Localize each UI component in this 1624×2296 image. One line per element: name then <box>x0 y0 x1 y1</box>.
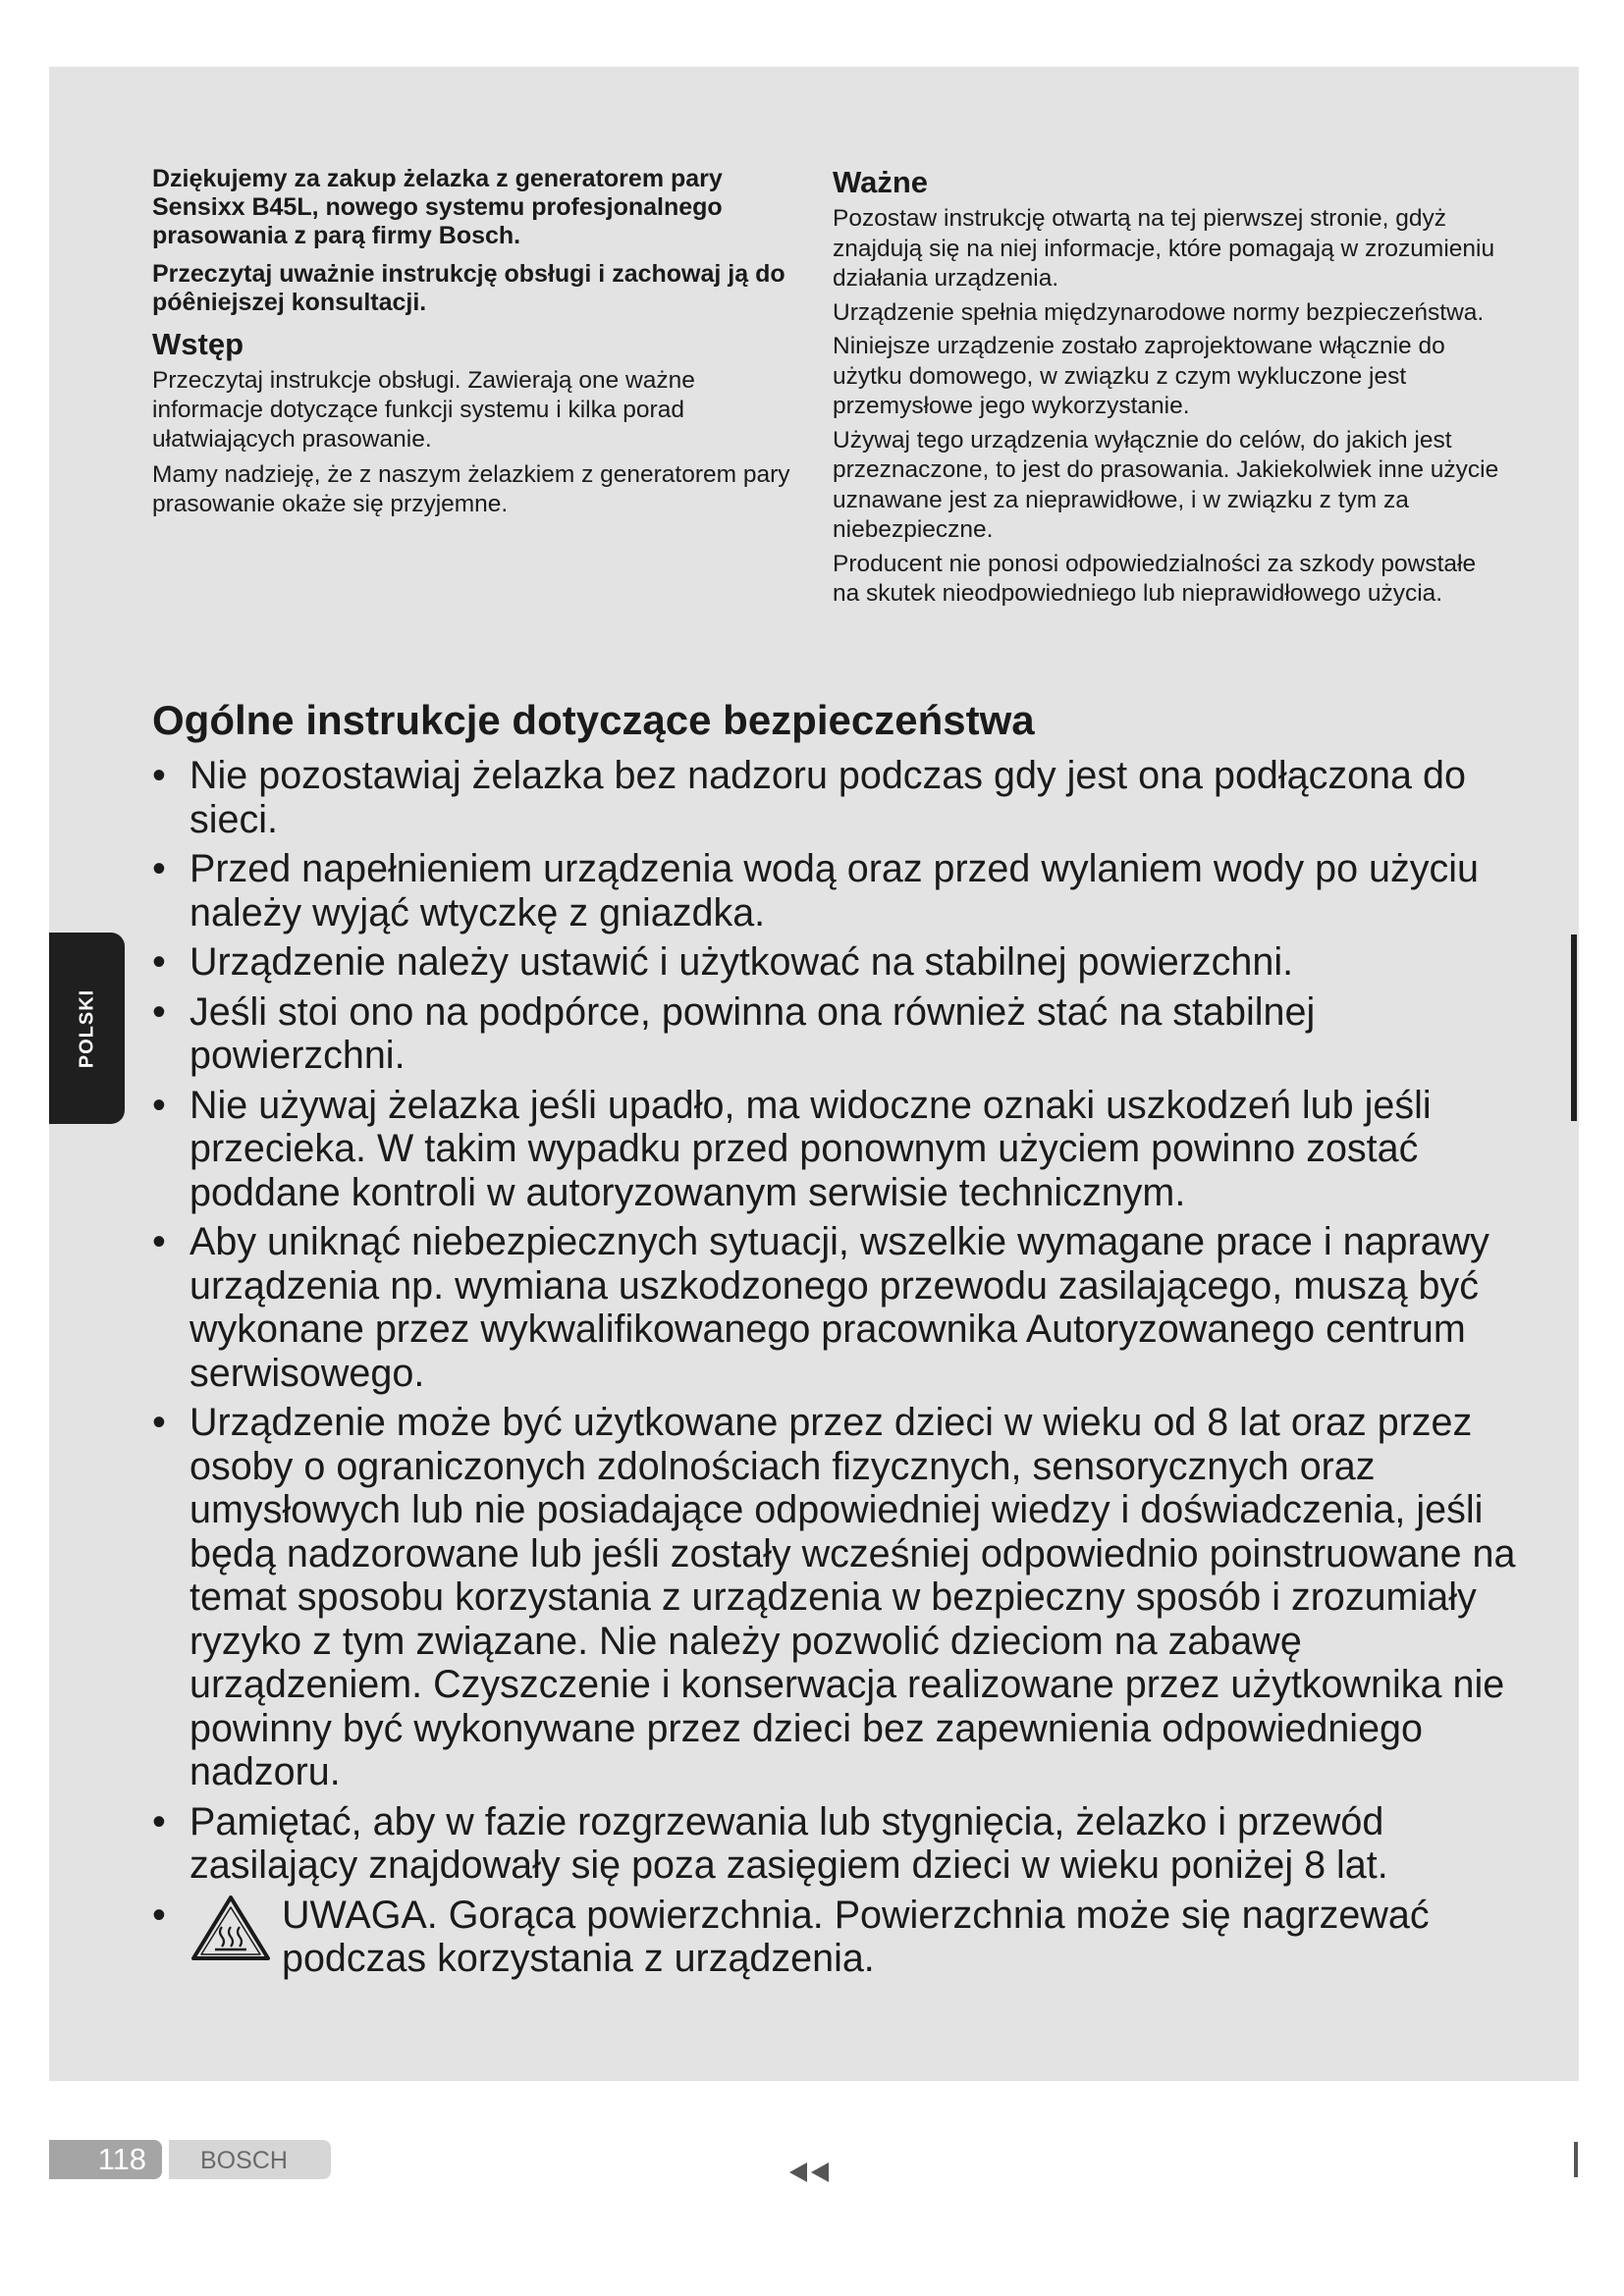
bullet-dot: • <box>152 989 166 1034</box>
safety-item <box>152 1401 1517 1794</box>
double-left-arrow-icon[interactable] <box>787 2160 833 2185</box>
safety-item <box>152 940 1517 985</box>
intro-thanks: Dziękujemy za zakup żelazka z generatorem pary Sensixx B45L, nowego systemu profesjonalnego prasowania z parą firmy Bosch. <box>152 165 723 249</box>
safety-item-text: Urządzenie należy ustawić i użytkować na stabilnej powierzchni. <box>189 940 1294 984</box>
bullet-dot: • <box>152 940 166 984</box>
safety-list <box>152 754 1517 1981</box>
bullet-dot: • <box>152 1799 166 1843</box>
safety-heading: Ogólne instrukcje dotyczące bezpieczeństwa <box>152 697 1035 743</box>
safety-warning-item <box>152 1894 1517 1981</box>
page-number: 118 <box>97 2142 146 2176</box>
safety-item-text: Nie używaj żelazka jeśli upadło, ma widoczne oznaki uszkodzeń lub jeśli przecieka. W takim wypadku przed ponownym użyciem powinno zostać poddane kontroli w autoryzowanym serwisie technicznym. <box>189 1083 1432 1214</box>
brand-tab <box>169 2140 331 2179</box>
wazne-paragraph: Niniejsze urządzenie zostało zaprojektowane włącznie do użytku domowego, w związku z czym wykluczone jest przemysłowe jego wykorzystanie. <box>833 333 1445 419</box>
safety-item <box>152 1220 1517 1395</box>
safety-item-text: Nie pozostawiaj żelazka bez nadzoru podczas gdy jest ona podłączona do sieci. <box>189 754 1466 841</box>
safety-item <box>152 990 1517 1078</box>
wazne-paragraph: Używaj tego urządzenia wyłącznie do celów, do jakich jest przeznaczone, to jest do prasowania. Jakiekolwiek inne użycie uznawane jest za nieprawidłowe, i w związku z tym za niebezpieczne. <box>833 426 1499 543</box>
page-number-tab <box>49 2140 162 2179</box>
wstep-paragraph: Mamy nadzieję, że z naszym żelazkiem z generatorem pary prasowanie okaże się przyjemne. <box>152 461 790 517</box>
safety-item-text: Przed napełnieniem urządzenia wodą oraz przed wylaniem wody po użyciu należy wyjąć wtyczkę z gniazdka. <box>189 847 1479 934</box>
safety-item <box>152 754 1517 841</box>
safety-item <box>152 1800 1517 1888</box>
bullet-dot: • <box>152 1220 166 1263</box>
wazne-paragraph: Pozostaw instrukcję otwartą na tej pierwszej stronie, gdyż znajdują się na niej informacje, które pomagają w zrozumieniu działania urządzenia. <box>833 205 1495 292</box>
footer-edge-marker <box>1574 2142 1578 2177</box>
intro-read-instructions: Przeczytaj uważnie instrukcję obsługi i zachowaj ją do póêniejszej konsultacji. <box>152 260 785 316</box>
safety-item <box>152 1084 1517 1215</box>
safety-section <box>152 695 1517 1987</box>
warning-row <box>189 1894 1517 1981</box>
bullet-dot: • <box>152 1893 166 1937</box>
bullet-dot: • <box>152 847 166 890</box>
intro-column <box>152 165 800 525</box>
language-tab <box>49 933 125 1124</box>
safety-item-text: Jeśli stoi ono na podpórce, powinna ona również stać na stabilnej powierzchni. <box>189 989 1316 1077</box>
safety-item-text: Pamiętać, aby w fazie rozgrzewania lub stygnięcia, żelazko i przewód zasilający znajdowały się poza zasięgiem dzieci w wieku poniżej 8 lat. <box>189 1799 1388 1887</box>
safety-item-text: Aby uniknąć niebezpiecznych sytuacji, wszelkie wymagane prace i naprawy urządzenia np. wymiana uszkodzonego przewodu zasilającego, muszą być wykonane przez wykwalifikowanego pracownika Autoryzowanego centrum serwisowego. <box>189 1220 1489 1395</box>
hot-surface-warning-icon <box>189 1894 272 1962</box>
bullet-dot: • <box>152 1401 166 1444</box>
wstep-heading: Wstęp <box>152 327 244 361</box>
right-edge-marker <box>1571 934 1577 1121</box>
safety-item <box>152 847 1517 934</box>
wstep-paragraph: Przeczytaj instrukcje obsługi. Zawierają one ważne informacje dotyczące funkcji systemu i kilka porad ułatwiających prasowanie. <box>152 367 695 453</box>
safety-item-text: Urządzenie może być użytkowane przez dzieci w wieku od 8 lat oraz przez osoby o ograniczonych zdolnościach fizycznych, sensorycznych oraz umysłowych lub nie posiadające odpowiedniej wiedzy i doświadczenia, jeśli będą nadzorowane lub jeśli zostały wcześniej odpowiednio poinstruowane na temat sposobu korzystania z urządzenia w bezpieczny sposób i zrozumiały ryzyko z tym związane. Nie należy pozwolić dzieciom na zabawę urządzeniem. Czyszczenie i konserwacja realizowane przez użytkownika nie powinny być wykonywane przez dzieci bez zapewnienia odpowiedniego nadzoru. <box>189 1401 1516 1793</box>
brand-name: BOSCH <box>200 2147 288 2174</box>
wazne-paragraph: Urządzenie spełnia międzynarodowe normy bezpieczeństwa. <box>833 298 1485 326</box>
wazne-heading: Ważne <box>833 165 929 199</box>
bullet-dot: • <box>152 754 166 797</box>
language-tab-label: POLSKI <box>76 988 97 1068</box>
warning-text: UWAGA. Gorąca powierzchnia. Powierzchnia może się nagrzewać podczas korzystania z urządzenia. <box>282 1893 1430 1980</box>
bullet-dot: • <box>152 1083 166 1127</box>
wazne-paragraph: Producent nie ponosi odpowiedzialności za szkody powstałe na skutek nieodpowiedniego lub nieprawidłowego użycia. <box>833 550 1477 607</box>
wazne-column <box>833 165 1500 614</box>
